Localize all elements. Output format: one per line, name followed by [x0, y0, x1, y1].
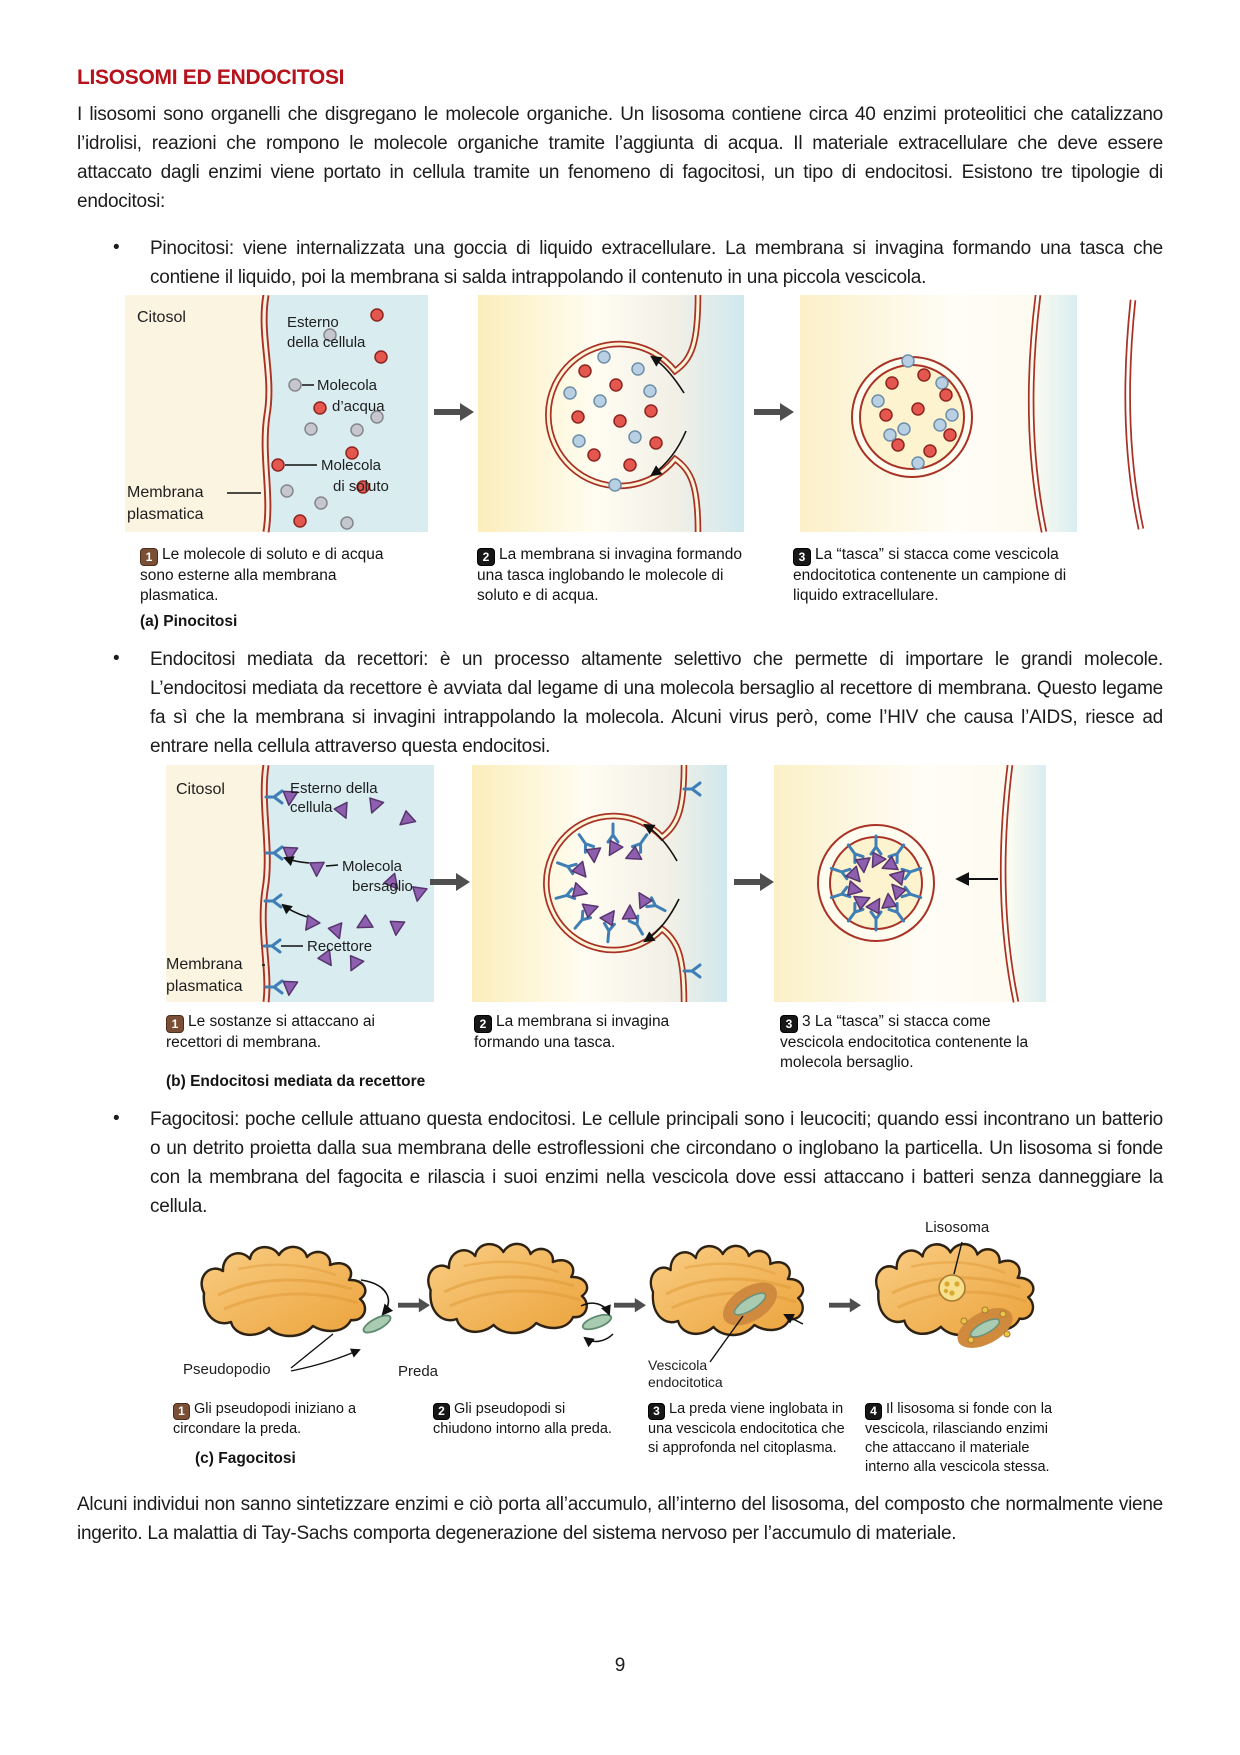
step-4-badge: 4 [865, 1403, 882, 1420]
step-2-badge: 2 [477, 548, 495, 566]
bullet-endocitosi-recettori [113, 645, 1163, 761]
page-title: LISOSOMI ED ENDOCITOSI [77, 66, 345, 89]
panel-a3 [800, 295, 1077, 532]
figure-b-caption-3 [780, 1012, 1050, 1073]
figure-a-pinocitosi [125, 295, 1160, 640]
lysosome [939, 1275, 965, 1301]
step-1-badge: 1 [173, 1403, 190, 1420]
step-arrow [614, 1298, 646, 1312]
amoeba-cell-1 [202, 1247, 366, 1336]
caption-text: Gli pseudopodi si chiudono intorno alla preda. [433, 1401, 612, 1437]
bullet-text: Fagocitosi: poche cellule attuano questa endocitosi. Le cellule principali sono i leucociti; quando essi incontrano un batterio o un detrito proietta dalla sua membrana delle estroflessioni che circondano o inglobano la particella. Un lisosoma si fonde con la membrana del fagocita e rilascia i suoi enzimi nella vescicola dove essi attaccano i batteri senza danneggiare la cellula. [150, 1109, 1163, 1217]
figure-c-caption-2 [433, 1400, 628, 1439]
label-esterno-2: della cellula [287, 334, 366, 351]
label-pseudopodio: Pseudopodio [183, 1361, 271, 1378]
step-2-badge: 2 [433, 1403, 450, 1420]
prey-bacterium [361, 1312, 393, 1336]
figure-b-endocitosi-recettore [166, 765, 1061, 1095]
figure-b-caption-2 [474, 1012, 724, 1053]
figure-b-label: (b) Endocitosi mediata da recettore [166, 1073, 426, 1090]
label-esterno: Esterno della [290, 780, 378, 797]
figure-c-diagram [165, 1222, 1080, 1397]
label-molecola-soluto-2: di soluto [333, 478, 389, 495]
bullet-text: Pinocitosi: viene internalizzata una goccia di liquido extracellulare. La membrana si invagina formando una tasca che contiene il liquido, poi la membrana si salda intrappolando il contenuto in una piccola vescicola. [150, 238, 1163, 288]
label-vescicola-2: endocitotica [648, 1374, 723, 1390]
caption-text: La membrana si invagina formando una tasca. [474, 1013, 670, 1051]
amoeba-cell-2 [428, 1244, 587, 1333]
figure-a-label: (a) Pinocitosi [140, 613, 238, 630]
label-preda: Preda [398, 1363, 439, 1380]
label-recettore: Recettore [307, 938, 373, 955]
step-3-badge: 3 [648, 1403, 665, 1420]
label-membrana: Membrana [127, 484, 204, 501]
panel-b2 [472, 765, 727, 1002]
intro-paragraph: I lisosomi sono organelli che disgregano le molecole organiche. Un lisosoma contiene circa 40 enzimi proteolitici che catalizzano l’idrolisi, reazioni che rompono le molecole organiche tramite l’aggiunta di acqua. Il materiale extracellulare che deve essere attaccato dagli enzimi viene portato in cellula tramite un fenomeno di fagocitosi, un tipo di endocitosi. Esistono tre tipologie di endocitosi: [77, 104, 1163, 212]
step-arrow [754, 403, 794, 421]
label-molecola-bersaglio: Molecola [342, 858, 403, 875]
caption-text: Le sostanze si attaccano ai recettori di membrana. [166, 1013, 375, 1051]
caption-text: Le molecole di soluto e di acqua sono esterne alla membrana plasmatica. [140, 546, 384, 604]
step-3-badge: 3 [793, 548, 811, 566]
label-molecola-bersaglio-2: bersaglio [352, 878, 413, 895]
closing-paragraph: Alcuni individui non sanno sintetizzare enzimi e ciò porta all’accumulo, all’interno del lisosoma, del composto che normalmente viene ingerito. La malattia di Tay-Sachs comporta degenerazione del sistema nervoso per l’accumulo di materiale. [77, 1494, 1163, 1544]
figure-c-caption-4 [865, 1400, 1070, 1477]
step-arrow [398, 1298, 430, 1312]
bullet-marker: • [113, 648, 120, 669]
bullet-marker: • [113, 237, 120, 258]
step-arrow [430, 873, 470, 891]
caption-text: La membrana si invagina formando una tasca inglobando le molecole di soluto e di acqua. [477, 546, 742, 604]
label-citosol: Citosol [137, 309, 186, 326]
label-molecola-soluto: Molecola [321, 457, 382, 474]
figure-b-caption-1 [166, 1012, 406, 1053]
panel-a2 [478, 295, 744, 532]
step-1-badge: 1 [140, 548, 158, 566]
label-line-pseudopodio [291, 1334, 333, 1368]
figure-a-caption-3 [793, 545, 1093, 606]
caption-text: La preda viene inglobata in una vescicola endocitotica che si approfonda nel citoplasma. [648, 1401, 845, 1456]
step-1-badge: 1 [166, 1015, 184, 1033]
bullet-marker: • [113, 1108, 120, 1129]
label-membrana-2: plasmatica [127, 506, 204, 523]
figure-a-diagram [125, 295, 1155, 535]
vesicle-inner [830, 837, 922, 929]
prey-bacterium [581, 1312, 613, 1333]
bullet-pinocitosi [113, 234, 1163, 292]
figure-a-caption-1 [140, 545, 390, 606]
step-2-badge: 2 [474, 1015, 492, 1033]
label-esterno: Esterno [287, 314, 339, 331]
membrane-fragment [1128, 300, 1141, 529]
closing-arrow [585, 1334, 613, 1341]
step-3-badge: 3 [780, 1015, 798, 1033]
label-vescicola: Vescicola [648, 1357, 708, 1373]
caption-text: 3 La “tasca” si stacca come vescicola endocitotica contenente la molecola bersaglio. [780, 1013, 1029, 1071]
label-membrana-2: plasmatica [166, 978, 243, 995]
figure-c-label: (c) Fagocitosi [195, 1450, 296, 1467]
label-esterno-2: cellula [290, 799, 333, 816]
step-arrow [829, 1298, 861, 1312]
caption-text: La “tasca” si stacca come vescicola endocitotica contenente un campione di liquido extracellulare. [793, 546, 1067, 604]
label-membrana: Membrana [166, 956, 243, 973]
caption-text: Gli pseudopodi iniziano a circondare la preda. [173, 1401, 357, 1437]
step-arrow [734, 873, 774, 891]
label-lisosoma: Lisosoma [925, 1219, 990, 1236]
label-molecola-acqua: Molecola [317, 377, 378, 394]
panel-b3 [774, 765, 1046, 1002]
label-molecola-acqua-2: d’acqua [332, 398, 385, 415]
step-arrow [434, 403, 474, 421]
figure-c-caption-1 [173, 1400, 378, 1439]
page-number: 9 [614, 1655, 626, 1676]
bullet-fagocitosi [113, 1105, 1163, 1221]
label-citosol: Citosol [176, 781, 225, 798]
bullet-text: Endocitosi mediata da recettori: è un processo altamente selettivo che permette di importare le grandi molecole. L’endocitosi mediata da recettore è avviata dal legame di una molecola bersaglio al recettore di membrana. Questo legame fa sì che la membrana si invagini intrappolando la molecola. Alcuni virus però, come l’HIV che causa l’AIDS, riesce ad entrare nella cellula attraverso questa endocitosi. [150, 649, 1163, 757]
caption-text: Il lisosoma si fonde con la vescicola, rilasciando enzimi che attaccano il materiale interno alla vescicola stessa. [865, 1401, 1053, 1475]
figure-c-caption-3 [648, 1400, 848, 1458]
figure-c-fagocitosi [165, 1219, 1085, 1475]
figure-a-caption-2 [477, 545, 755, 606]
